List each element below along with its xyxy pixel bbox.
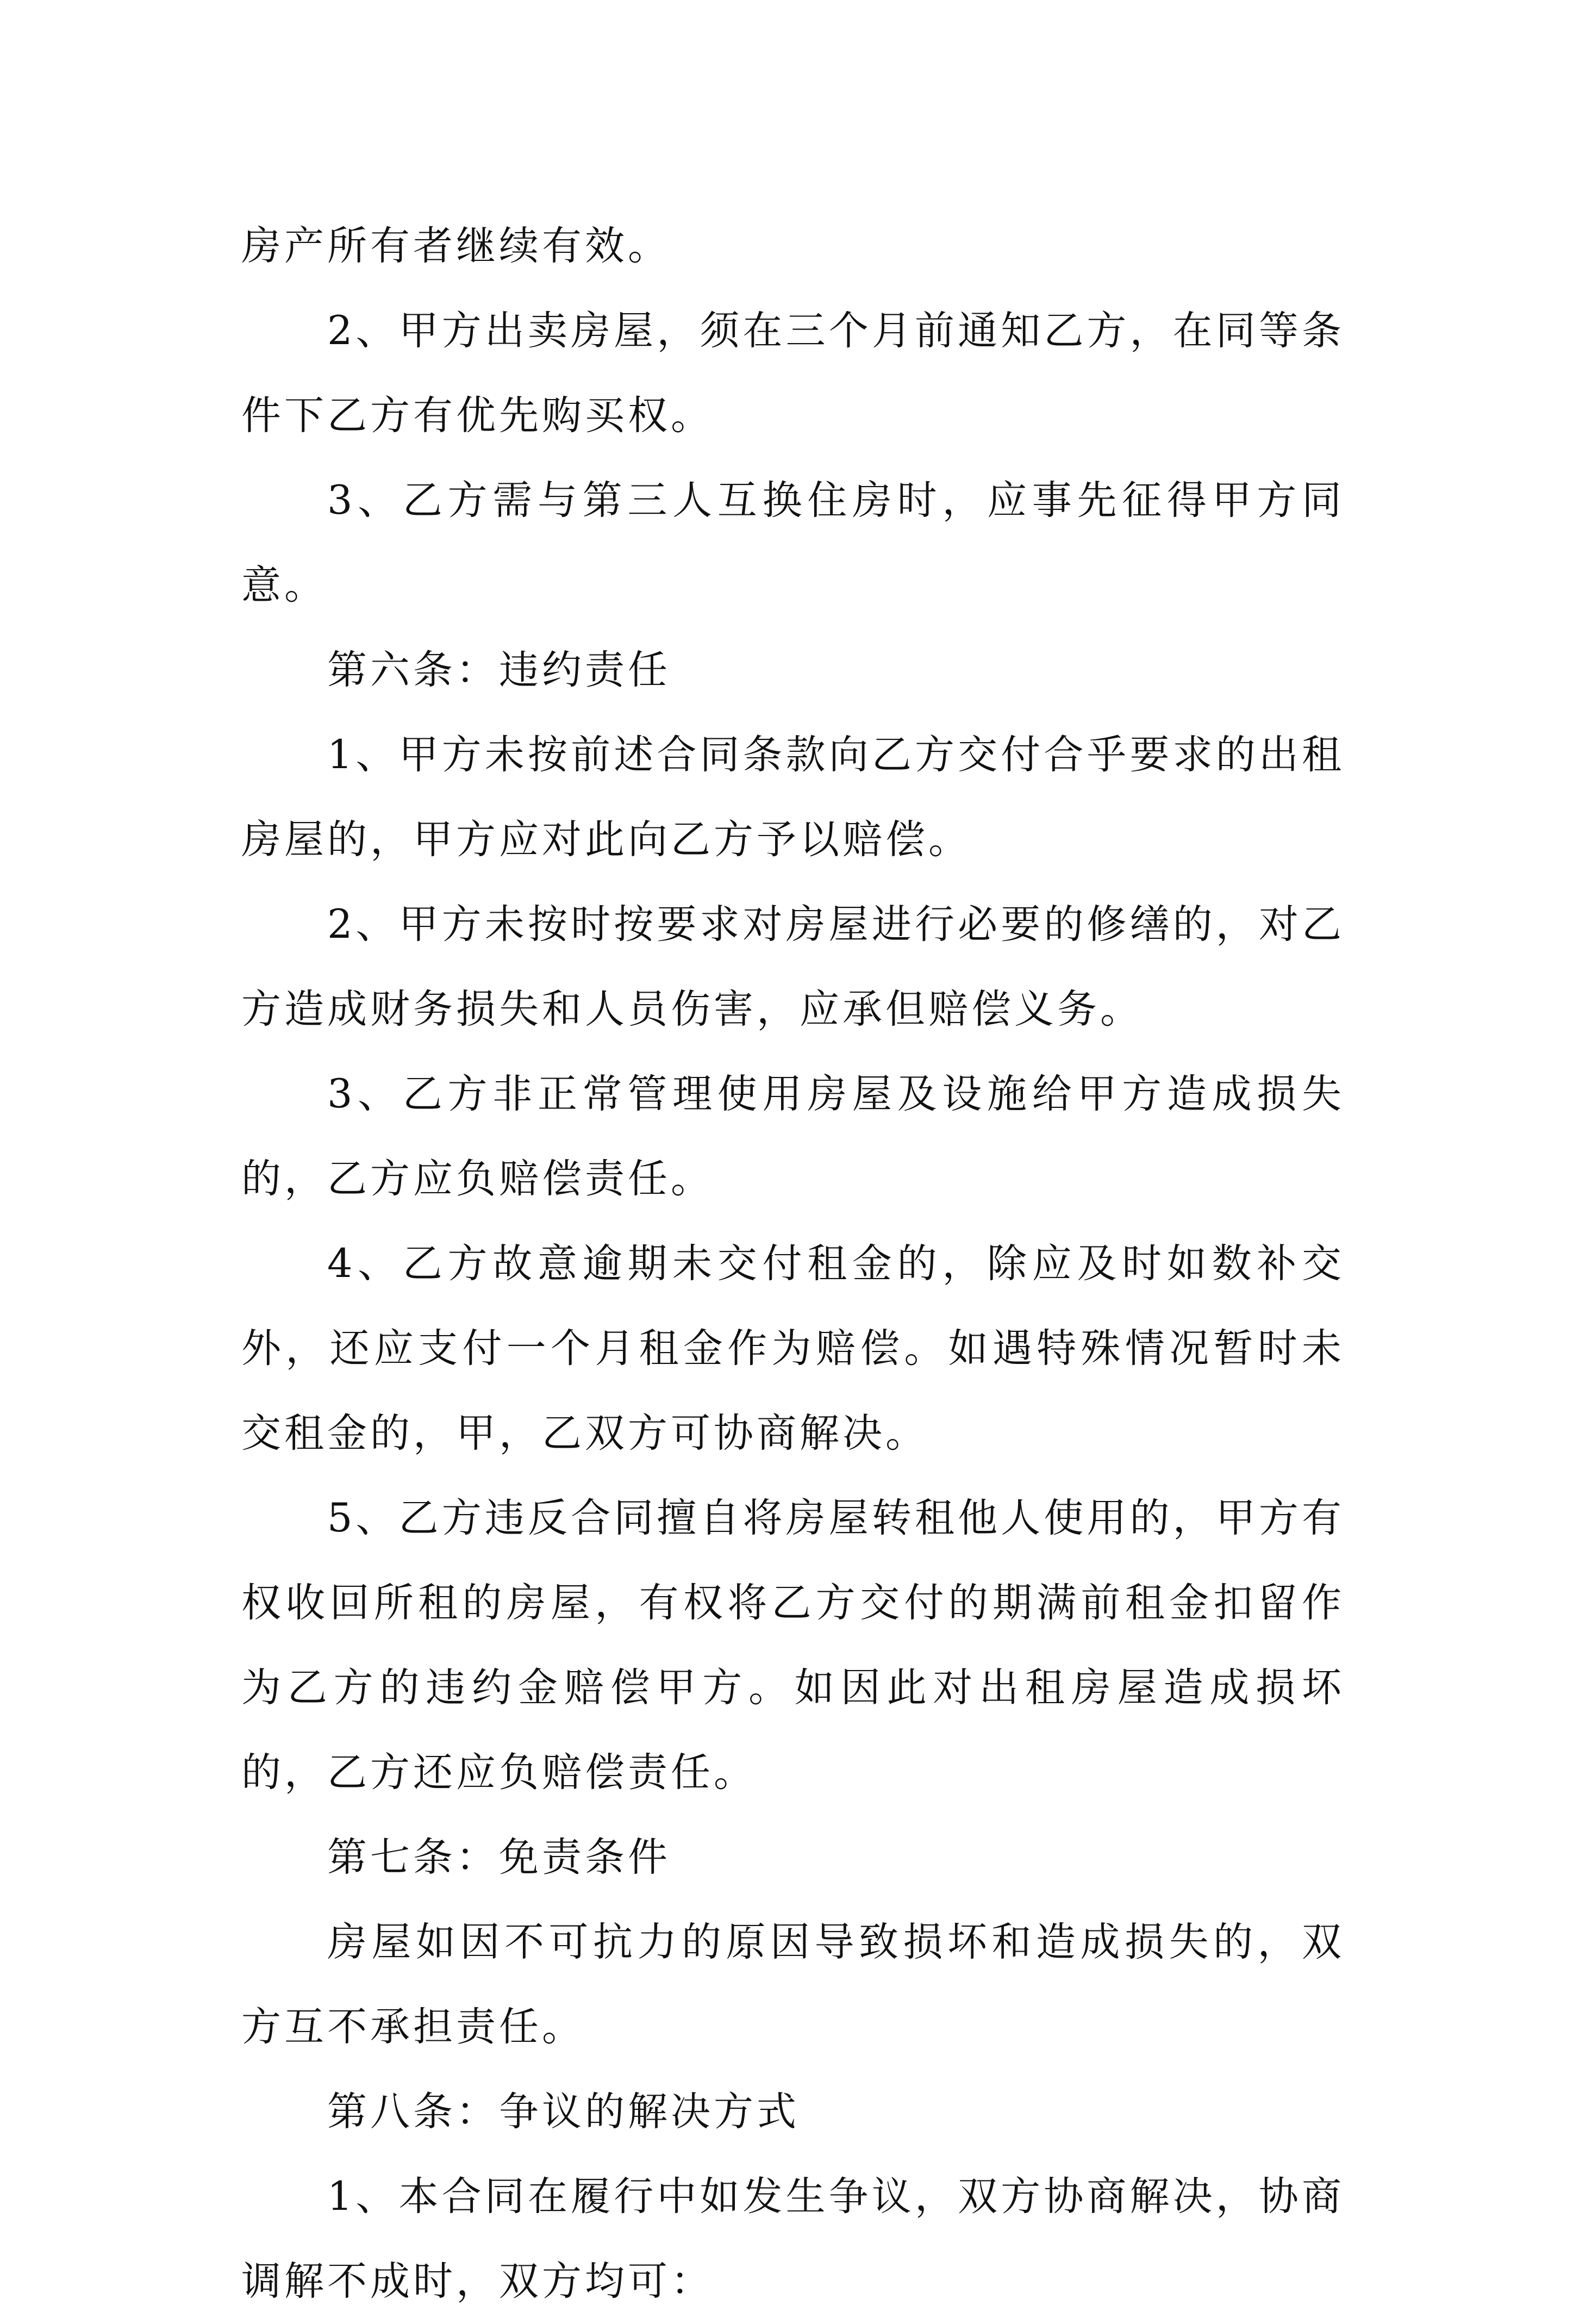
heading-article-7: 第七条：免责条件	[327, 1834, 671, 1880]
paragraph-continuation: 房产所有者继续有效。	[241, 223, 671, 269]
paragraph-clause-6-3: 3、乙方非正常管理使用房屋及设施给甲方造成损失的，乙方应负赔偿责任。	[241, 1071, 1345, 1202]
paragraph-clause-6-2: 2、甲方未按时按要求对房屋进行必要的修缮的，对乙方造成财务损失和人员伤害，应承但赔偿义务。	[241, 901, 1345, 1032]
heading-article-8: 第八条：争议的解决方式	[327, 2089, 800, 2135]
heading-article-6: 第六条：违约责任	[327, 647, 671, 693]
paragraph-clause-6-4: 4、乙方故意逾期未交付租金的，除应及时如数补交外，还应支付一个月租金作为赔偿。如遇特殊情况暂时未交租金的，甲，乙双方可协商解决。	[241, 1241, 1345, 1456]
document-body	[241, 204, 1345, 2324]
paragraph-clause-8-1: 1、本合同在履行中如发生争议，双方协商解决，协商调解不成时，双方均可：	[241, 2173, 1345, 2304]
paragraph-clause-5-2: 2、甲方出卖房屋，须在三个月前通知乙方，在同等条件下乙方有优先购买权。	[241, 308, 1345, 439]
paragraph-article-7-body: 房屋如因不可抗力的原因导致损坏和造成损失的，双方互不承担责任。	[241, 1919, 1345, 2050]
paragraph-clause-6-5: 5、乙方违反合同擅自将房屋转租他人使用的，甲方有权收回所租的房屋，有权将乙方交付的期满前租金扣留作为乙方的违约金赔偿甲方。如因此对出租房屋造成损坏的，乙方还应负赔偿责任。	[241, 1495, 1345, 1796]
paragraph-clause-6-1: 1、甲方未按前述合同条款向乙方交付合乎要求的出租房屋的，甲方应对此向乙方予以赔偿。	[241, 732, 1345, 863]
paragraph-clause-5-3: 3、乙方需与第三人互换住房时，应事先征得甲方同意。	[241, 477, 1345, 608]
